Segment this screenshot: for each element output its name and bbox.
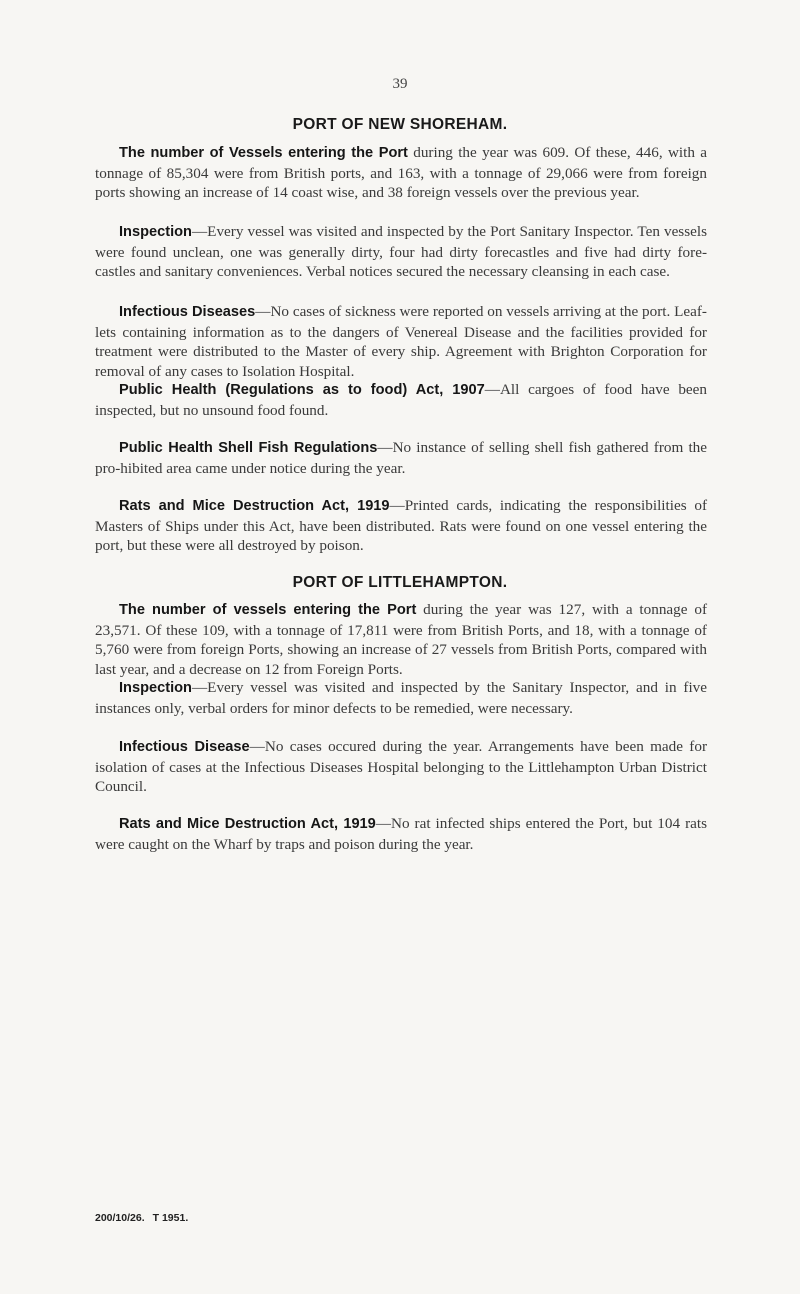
paragraph-shell-fish: [95, 438, 707, 478]
paragraph-text: during the year was 609. Of these, 446, with a tonnage of 85,304 were from British ports, and 163, with a tonnage of 29,066 were from foreign ports showing an increase of 14 coast wise, and 38 foreign vessels over the previous year.: [95, 144, 707, 201]
paragraph-public-health-food: [95, 380, 707, 420]
paragraph-lead: Public Health (Regulations as to food) Act, 1907: [119, 382, 485, 398]
section-heading-new-shoreham: PORT OF NEW SHOREHAM.: [292, 116, 508, 133]
paragraph-lead: The number of vessels entering the Port: [119, 602, 417, 618]
paragraph-rats-mice: [95, 496, 707, 556]
paragraph-lead: Public Health Shell Fish Regulations: [119, 440, 378, 456]
paragraph-text: —Printed cards, indicating the responsibilities of Masters of Ships under this Act, have been distributed. Rats were found on one vessel entering the port, but these were all destroyed by poison.: [95, 497, 707, 554]
paragraph-vessels-entering: [95, 143, 707, 203]
paragraph-infectious-disease: [95, 737, 707, 797]
paragraph-text: —No instance of selling shell fish gathered from the pro-hibited area came under notice during the year.: [95, 439, 708, 477]
paragraph-inspection: [95, 678, 707, 718]
paragraph-text: —All cargoes of food have been inspected, but no unsound food found.: [95, 381, 707, 419]
paragraph-text: —Every vessel was visited and inspected by the Port Sanitary Inspector. Ten vessels were found unclean, one was generally dirty, four had dirty forecastles and five had dirty fore-castles and sanitary conveniences. Verbal notices secured the necessary cleansing in each case.: [95, 223, 707, 280]
paragraph-text: —Every vessel was visited and inspected by the Sanitary Inspector, and in five instances only, verbal orders for minor defects to be remedied, were necessary.: [95, 679, 707, 717]
paragraph-lead: The number of Vessels entering the Port: [119, 145, 408, 161]
paragraph-lead: Infectious Disease: [119, 739, 250, 755]
paragraph-text: —No cases of sickness were reported on vessels arriving at the port. Leaf-lets containing information as to the dangers of Venereal Disease and the facilities provided for treatment were distributed to the Master of every ship. Agreement with Brighton Corporation for removal of any cases to Isolation Hospital.: [95, 303, 707, 380]
paragraph-text: during the year was 127, with a tonnage of 23,571. Of these 109, with a tonnage of 17,811 were from British Ports, and 18, with a tonnage of 5,760 were from foreign Ports, showing an increase of 27 vessels from British Ports, compared with last year, and a decrease on 12 from Foreign Ports.: [95, 601, 707, 678]
paragraph-rats-mice: [95, 814, 707, 854]
section-heading-littlehampton: PORT OF LITTLEHAMPTON.: [292, 574, 508, 591]
paragraph-text: —No cases occured during the year. Arrangements have been made for isolation of cases at the Infectious Diseases Hospital belonging to the Littlehampton Urban District Council.: [95, 738, 708, 795]
paragraph-text: —No rat infected ships entered the Port, but 104 rats were caught on the Wharf by traps and poison during the year.: [95, 815, 708, 853]
paragraph-lead: Inspection: [119, 224, 192, 240]
paragraph-lead: Infectious Diseases: [119, 304, 256, 320]
paragraph-vessels-entering: [95, 600, 707, 679]
print-reference: [95, 1212, 188, 1224]
paragraph-lead: Inspection: [119, 680, 192, 696]
print-ref: T 1951.: [152, 1212, 189, 1224]
paragraph-lead: Rats and Mice Destruction Act, 1919: [119, 816, 376, 832]
paragraph-infectious-diseases: [95, 302, 707, 381]
page-number: 39: [392, 76, 408, 92]
paragraph-lead: Rats and Mice Destruction Act, 1919: [119, 498, 390, 514]
print-code: 200/10/26.: [95, 1212, 145, 1224]
paragraph-inspection: [95, 222, 707, 282]
